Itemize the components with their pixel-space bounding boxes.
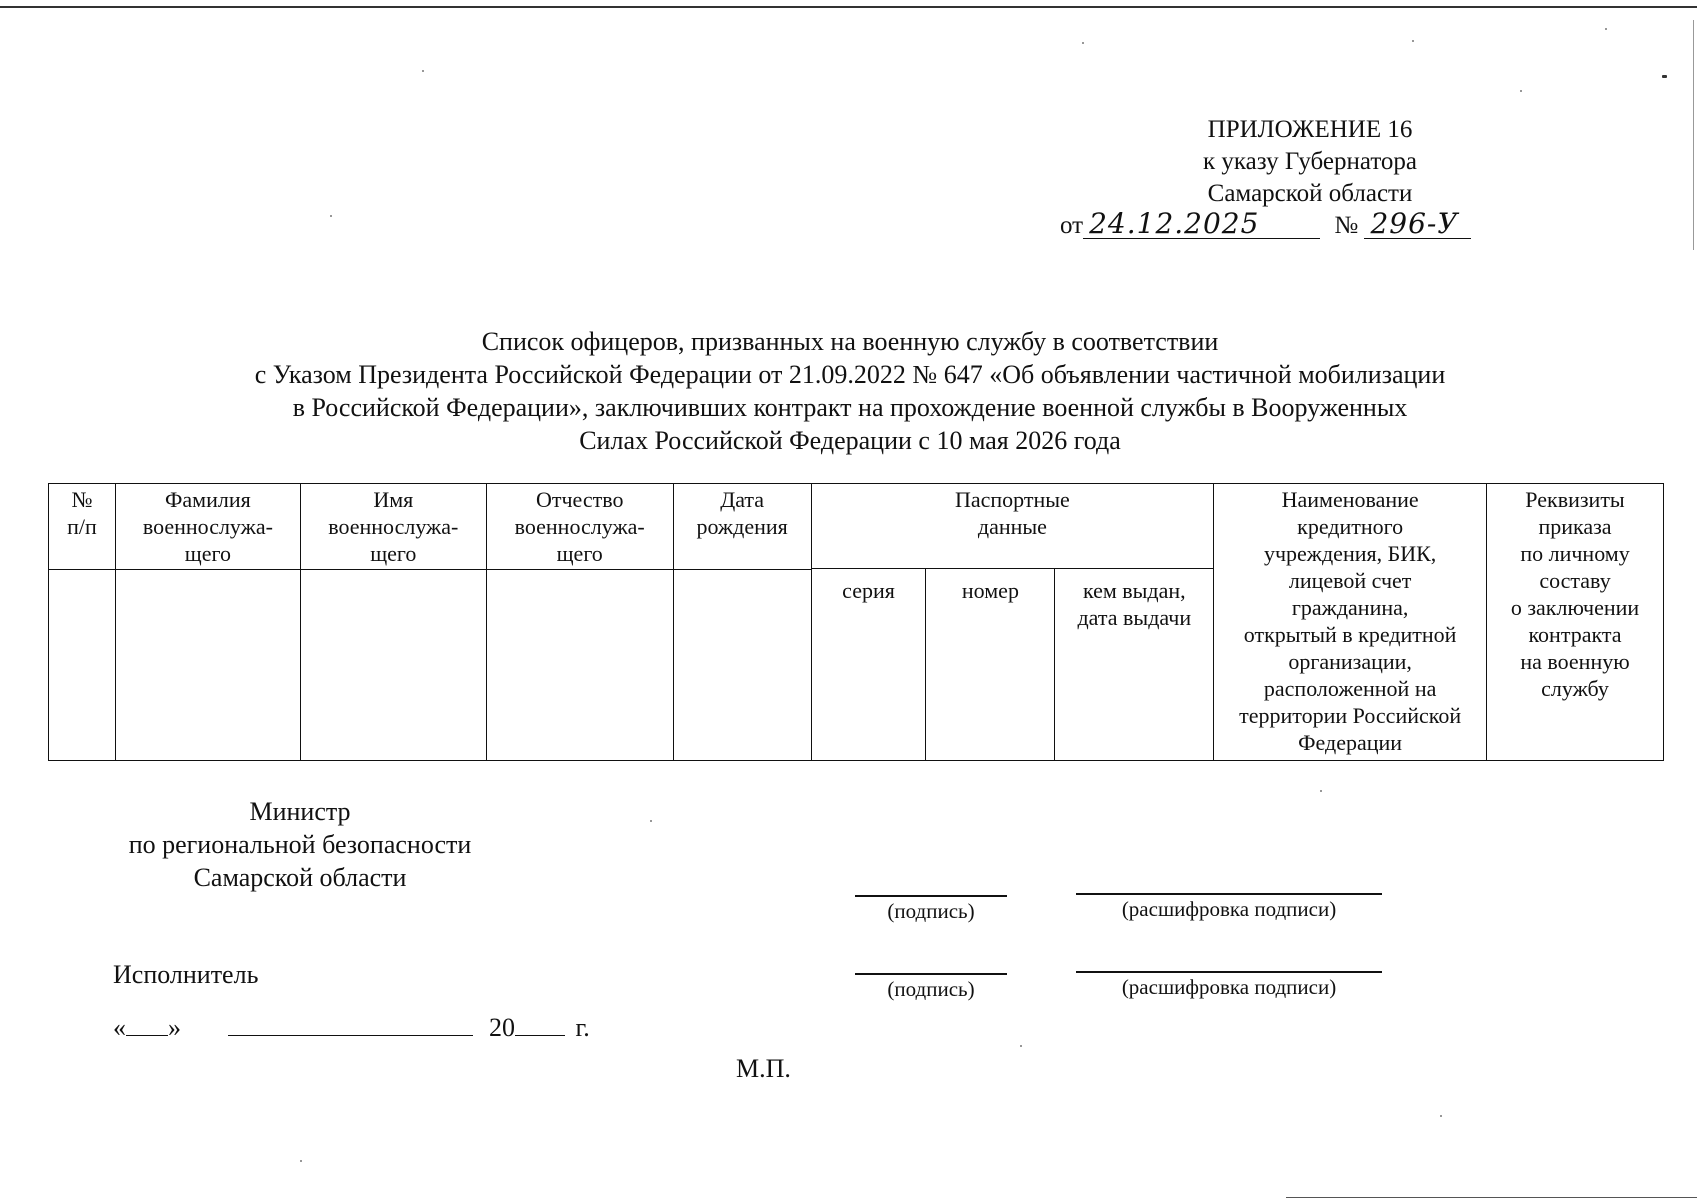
handwritten-number: 296-У <box>1364 210 1471 239</box>
header-surname: Фамилия военнослужа- щего <box>115 484 300 570</box>
stamp-place-label: М.П. <box>736 1054 791 1083</box>
minister-block <box>110 795 490 894</box>
handwritten-date: 24.12.2025 <box>1083 210 1320 239</box>
year-prefix: 20 <box>489 1013 515 1042</box>
minister-signature-line <box>855 895 1007 897</box>
heading-line-3: в Российской Федерации», заключивших контракт на прохождение военной службы в Вооруженных <box>292 393 1408 422</box>
day-close-quote: » <box>168 1013 181 1042</box>
scan-speck <box>1440 1115 1442 1117</box>
table-cell <box>673 570 811 761</box>
minister-signature-label: (подпись) <box>887 899 975 923</box>
from-label: от <box>1060 212 1084 239</box>
executor-decoding-label: (расшифровка подписи) <box>1121 975 1337 999</box>
header-order: Реквизиты приказа по личному составу о заключении контракта на военную службу <box>1487 484 1664 761</box>
number-label: № <box>1334 212 1359 239</box>
scan-edge-line <box>1693 20 1694 250</box>
scan-speck <box>422 70 424 72</box>
month-blank <box>228 1013 473 1036</box>
table-header-row <box>49 484 1664 569</box>
heading-line-1: Список офицеров, призванных на военную службу в соответствии <box>481 327 1219 356</box>
minister-line-1: Министр <box>249 797 351 826</box>
scan-speck <box>300 1160 302 1162</box>
minister-line-3: Самарской области <box>193 863 407 892</box>
table-cell <box>486 570 673 761</box>
bottom-scan-line <box>1286 1197 1697 1198</box>
appendix-decree-line: к указу Губернатора <box>1202 148 1418 175</box>
day-blank <box>126 1013 168 1036</box>
header-bank: Наименование кредитного учреждения, БИК, лицевой счет гражданина, открытый в кредитной организации, расположенной на территории Российской Федерации <box>1214 484 1487 761</box>
executor-signature-line <box>855 973 1007 975</box>
year-suffix: г. <box>575 1013 590 1042</box>
header-passport-series: серия <box>811 569 926 761</box>
table-cell <box>49 570 116 761</box>
header-birth-date: Дата рождения <box>673 484 811 570</box>
scan-speck <box>1320 790 1322 792</box>
header-name: Имя военнослужа- щего <box>300 484 486 570</box>
scan-speck <box>1520 90 1522 92</box>
scan-speck <box>330 215 332 217</box>
header-passport-number: номер <box>926 569 1055 761</box>
table-cell <box>115 570 300 761</box>
day-open-quote: « <box>113 1013 126 1042</box>
heading-line-4: Силах Российской Федерации с 10 мая 2026 года <box>579 426 1121 455</box>
heading-line-2: с Указом Президента Российской Федерации от 21.09.2022 № 647 «Об объявлении частичной мобилизации <box>254 360 1446 389</box>
scan-speck <box>1662 75 1667 78</box>
minister-decoding-line <box>1076 893 1382 895</box>
header-passport: Паспортные данные <box>811 484 1214 569</box>
document-heading <box>100 325 1600 457</box>
scan-speck <box>650 820 652 822</box>
header-passport-issued: кем выдан, дата выдачи <box>1055 569 1214 761</box>
appendix-block <box>1060 114 1480 242</box>
top-border-line <box>0 6 1697 8</box>
minister-decoding-label: (расшифровка подписи) <box>1121 897 1337 921</box>
appendix-title: ПРИЛОЖЕНИЕ 16 <box>1207 116 1413 143</box>
appendix-region-line: Самарской области <box>1207 180 1413 207</box>
table-cell <box>300 570 486 761</box>
executor-signature-label: (подпись) <box>887 977 975 1001</box>
date-fill-row <box>113 1013 590 1043</box>
header-number: № п/п <box>49 484 116 570</box>
executor-decoding-line <box>1076 971 1382 973</box>
minister-line-2: по региональной безопасности <box>128 830 472 859</box>
scan-speck <box>1412 40 1414 42</box>
scan-speck <box>1082 42 1084 44</box>
scan-speck <box>1020 1045 1022 1047</box>
scan-speck <box>1605 28 1607 30</box>
appendix-date-number-row <box>1052 207 1480 242</box>
header-patronymic: Отчество военнослужа- щего <box>486 484 673 570</box>
officers-table <box>48 483 1664 761</box>
year-blank <box>515 1013 565 1036</box>
executor-label: Исполнитель <box>113 960 259 989</box>
